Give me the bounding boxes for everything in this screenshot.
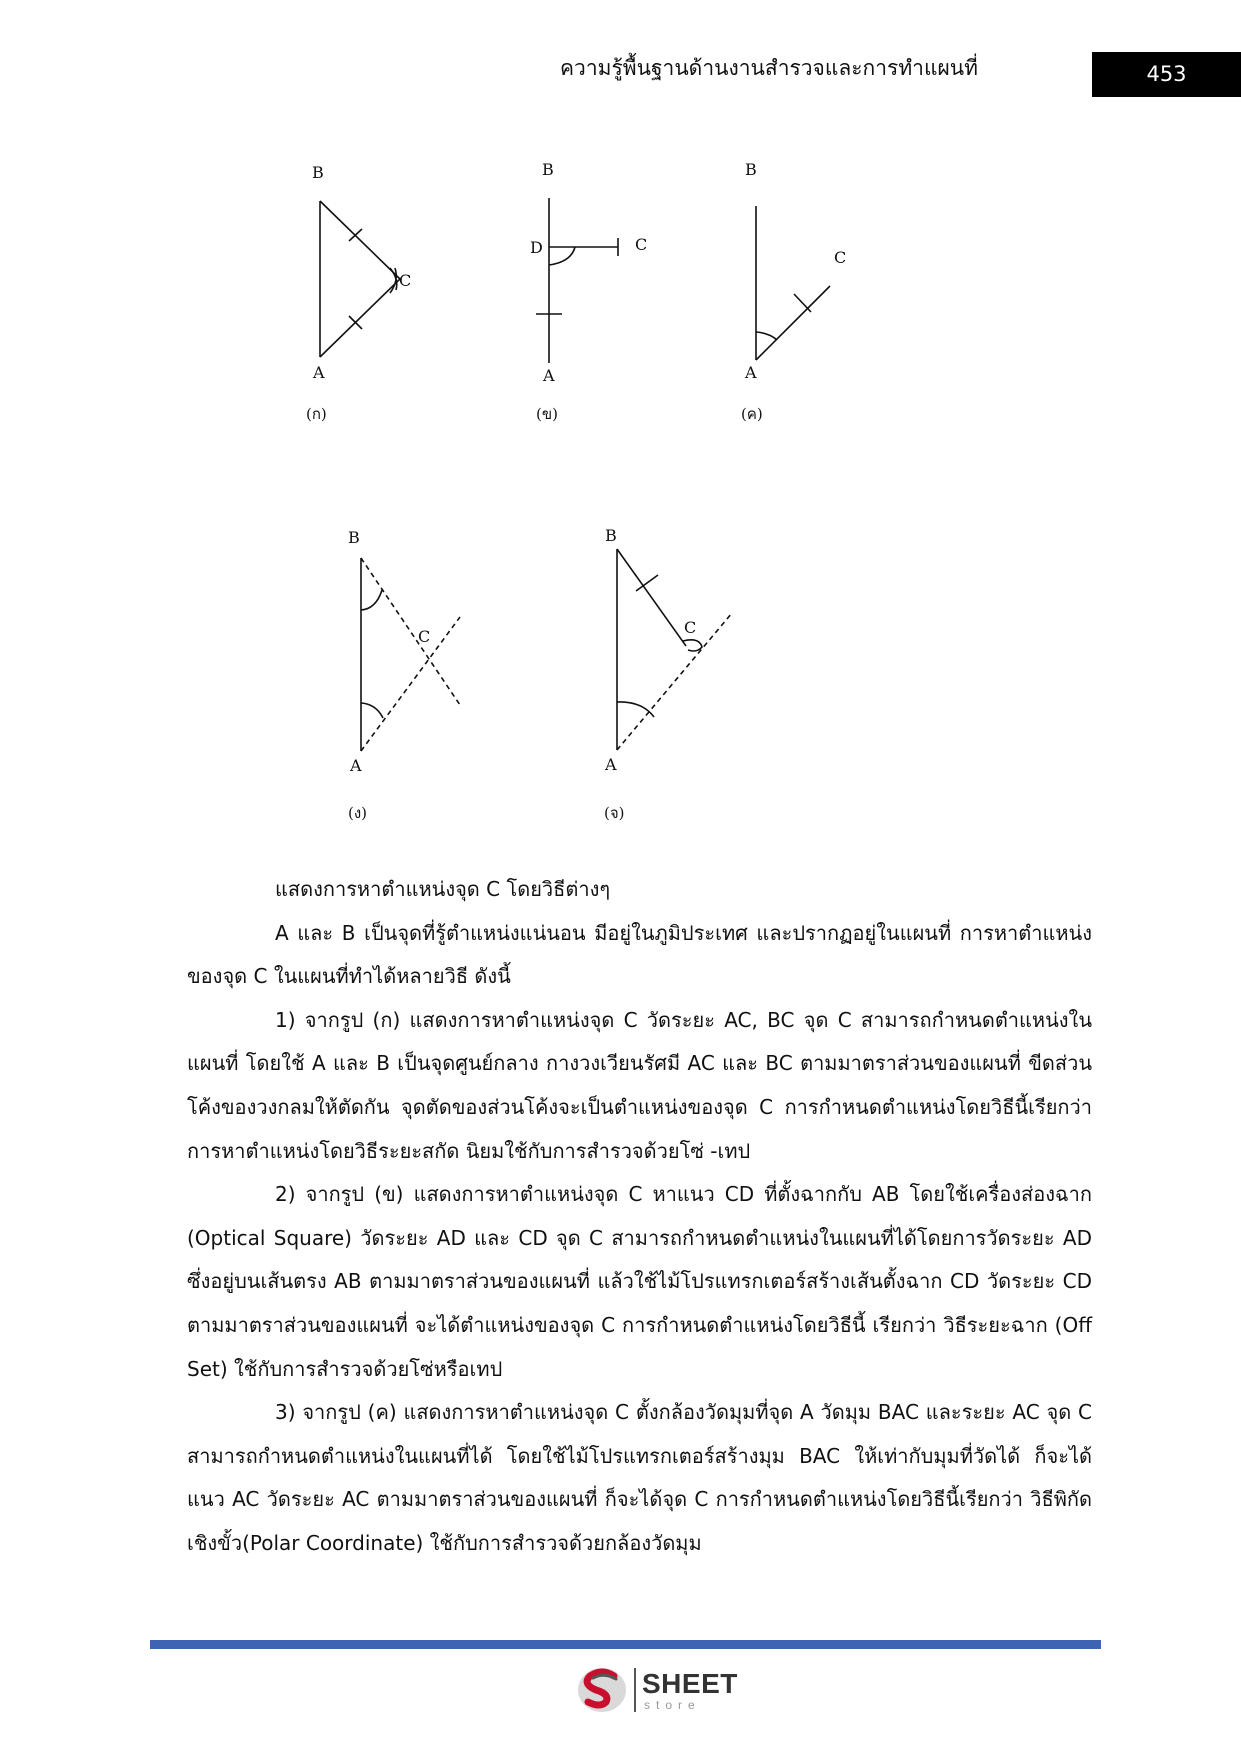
fig-c-label-c: C (834, 248, 847, 267)
position-methods-figure (0, 0, 1241, 840)
intro-paragraph: A และ B เป็นจุดที่รู้ตำแหน่งแน่นอน มีอยู่ในภูมิประเทศ และปรากฏอยู่ในแผนที่ การหาตำแหน่งของจุด C ในแผนที่ทำได้หลายวิธี ดังนี้ (187, 920, 1092, 989)
fig-a-label-b: B (312, 163, 324, 182)
fig-a-caption: (ก) (306, 405, 327, 423)
figure-caption-text: แสดงการหาตำแหน่งจุด C โดยวิธีต่างๆ (275, 877, 611, 901)
method-1-paragraph: 1) จากรูป (ก) แสดงการหาตำแหน่งจุด C วัดระยะ AC, BC จุด C สามารถกำหนดตำแหน่งในแผนที่ โดยใช้ A และ B เป็นจุดศูนย์กลาง กางวงเวียนรัศมี AC และ BC ตามมาตราส่วนของแผนที่ ขีดส่วนโค้งของวงกลมให้ตัดกัน จุดตัดของส่วนโค้งจะเป็นตำแหน่งของจุด C การกำหนดตำแหน่งโดยวิธีนี้เรียกว่า การหาตำแหน่งโดยวิธีระยะสกัด นิยมใช้กับการสำรวจด้วยโซ่ -เทป (187, 1007, 1092, 1163)
fig-e-label-c: C (684, 618, 697, 637)
figure-b-offset (536, 198, 618, 363)
fig-b-caption: (ข) (536, 405, 558, 423)
page-number: 453 (1146, 62, 1187, 86)
fig-b-label-c: C (635, 235, 648, 254)
fig-d-label-b: B (348, 528, 360, 547)
sheet-store-logo (576, 1664, 756, 1716)
fig-b-label-d: D (530, 238, 543, 257)
logo-subtitle: store (644, 1698, 701, 1712)
figure-d-angle-intersection (361, 558, 460, 751)
running-header-title: ความรู้พื้นฐานด้านงานสำรวจและการทำแผนที่ (560, 56, 979, 80)
fig-a-label-c: C (399, 271, 412, 290)
sheet-store-logo-icon (576, 1664, 628, 1716)
fig-b-label-a: A (543, 366, 555, 385)
method-3-paragraph: 3) จากรูป (ค) แสดงการหาตำแหน่งจุด C ตั้งกล้องวัดมุมที่จุด A วัดมุม BAC และระยะ AC จุด C สามารถกำหนดตำแหน่งในแผนที่ได้ โดยใช้ไม้โปรแทรกเตอร์สร้างมุม BAC ให้เท่ากับมุมที่วัดได้ ก็จะได้แนว AC วัดระยะ AC ตามมาตราส่วนของแผนที่ ก็จะได้จุด C การกำหนดตำแหน่งโดยวิธีนี้เรียกว่า วิธีพิกัดเชิงขั้ว(Polar Coordinate) ใช้กับการสำรวจด้วยกล้องวัดมุม (187, 1400, 1092, 1555)
footer-rule (150, 1640, 1101, 1649)
logo-separator (634, 1668, 636, 1712)
fig-d-label-c: C (418, 627, 431, 646)
fig-c-caption: (ค) (741, 405, 763, 423)
figure-e-angle-distance (617, 549, 732, 750)
fig-b-label-b: B (542, 160, 554, 179)
fig-d-label-a: A (350, 756, 362, 775)
fig-c-label-b: B (745, 160, 757, 179)
fig-e-label-b: B (605, 526, 617, 545)
body-text (187, 868, 1092, 1566)
fig-e-caption: (จ) (604, 804, 625, 822)
fig-c-label-a: A (745, 363, 757, 382)
logo-wordmark: SHEET (642, 1668, 738, 1699)
figure-c-polar (756, 206, 830, 360)
figure-a-distance-intersection (320, 201, 400, 357)
fig-a-label-a: A (313, 363, 325, 382)
fig-e-label-a: A (605, 755, 617, 774)
fig-d-caption: (ง) (348, 804, 368, 822)
method-2-paragraph: 2) จากรูป (ข) แสดงการหาตำแหน่งจุด C หาแนว CD ที่ตั้งฉากกับ AB โดยใช้เครื่องส่องฉาก (Optical Square) วัดระยะ AD และ CD จุด C สามารถกำหนดตำแหน่งในแผนที่ได้โดยการวัดระยะ AD ซึ่งอยู่บนเส้นตรง AB ตามมาตราส่วนของแผนที่ แล้วใช้ไม้โปรแทรกเตอร์สร้างเส้นตั้งฉาก CD วัดระยะ CD ตามมาตราส่วนของแผนที่ จะได้ตำแหน่งของจุด C การกำหนดตำแหน่งโดยวิธีนี้ เรียกว่า วิธีระยะฉาก (Off Set) ใช้กับการสำรวจด้วยโซ่หรือเทป (187, 1182, 1092, 1381)
